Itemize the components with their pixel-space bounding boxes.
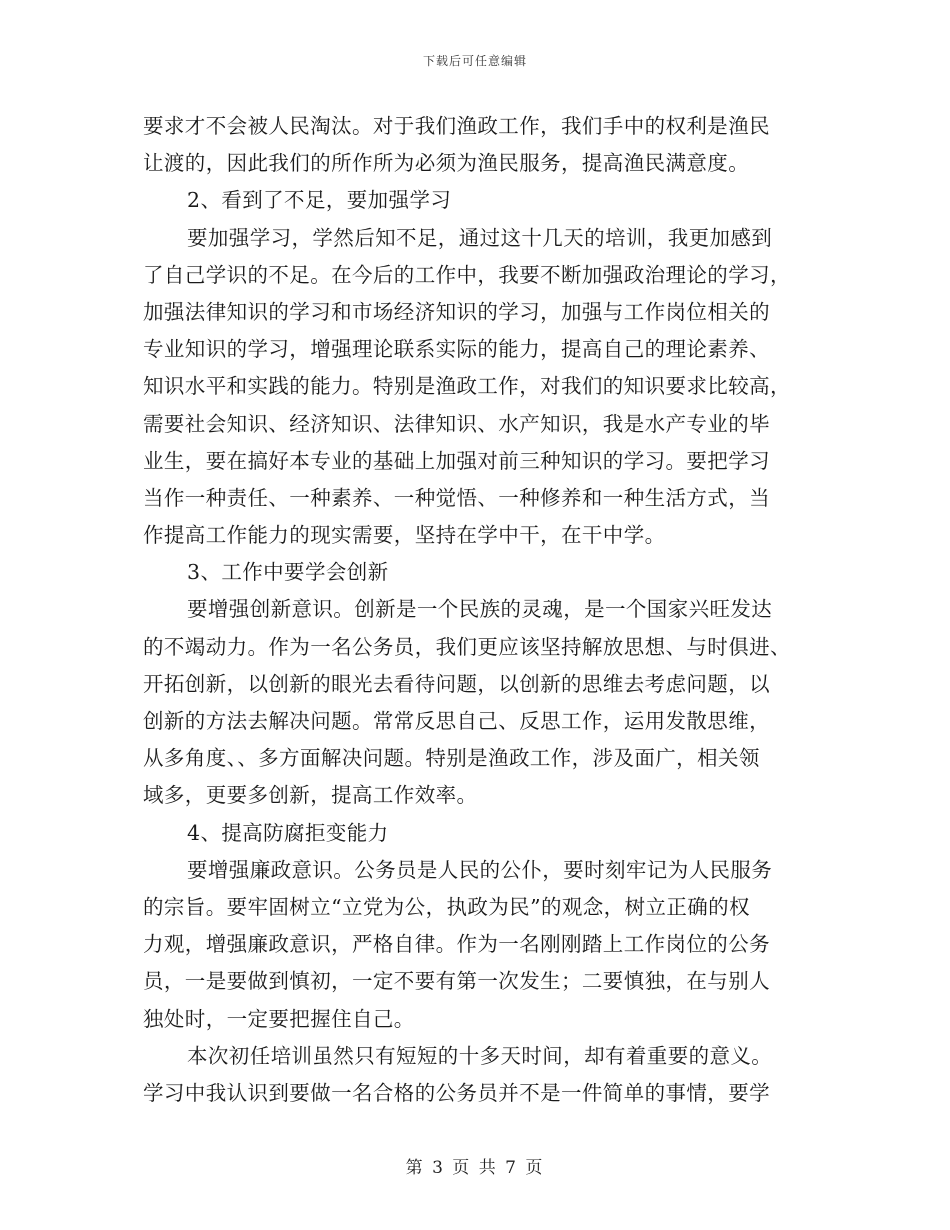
text-line: 知识水平和实践的能力。特别是渔政工作，对我们的知识要求比较高，	[143, 374, 791, 399]
text-line: 了自己学识的不足。在今后的工作中，我要不断加强政治理论的学习，	[143, 262, 791, 287]
text-line: 域多，更要多创新，提高工作效率。	[143, 783, 478, 808]
text-line: 业生，要在搞好本专业的基础上加强对前三种知识的学习。要把学习	[143, 448, 770, 473]
text-line: 专业知识的学习，增强理论联系实际的能力，提高自己的理论素养、	[143, 337, 770, 362]
text-line: 独处时，一定要把握住自己。	[143, 1006, 415, 1031]
section-heading: 3、工作中要学会创新	[187, 560, 389, 585]
text-line: 要求才不会被人民淘汰。对于我们渔政工作，我们手中的权利是渔民	[143, 114, 770, 138]
text-line: 要增强创新意识。创新是一个民族的灵魂，是一个国家兴旺发达	[187, 597, 773, 622]
document-body	[143, 108, 813, 1112]
page-header: 下载后可任意编辑	[422, 54, 527, 68]
section-heading: 4、提高防腐拒变能力	[187, 820, 389, 845]
text-line: 需要社会知识、经济知识、法律知识、水产知识，我是水产专业的毕	[143, 411, 770, 436]
text-line: 创新的方法去解决问题。常常反思自己、反思工作，运用发散思维，	[143, 709, 770, 733]
text-line: 的不竭动力。作为一名公务员，我们更应该坚持解放思想、与时俱进、	[143, 634, 791, 659]
text-line: 要加强学习，学然后知不足，通过这十几天的培训，我更加感到	[187, 225, 773, 250]
text-line: 从多角度、、多方面解决问题。特别是渔政工作，涉及面广，相关领	[143, 746, 760, 771]
text-line: 本次初任培训虽然只有短短的十多天时间，却有着重要的意义。	[187, 1043, 773, 1068]
text-line: 学习中我认识到要做一名合格的公务员并不是一件简单的事情，要学	[143, 1080, 770, 1105]
section-heading: 2、看到了不足，要加强学习	[187, 188, 452, 213]
page-number-footer: 第 3 页 共 7 页	[405, 1158, 545, 1178]
text-line: 当作一种责任、一种素养、一种觉悟、一种修养和一种生活方式，当	[143, 485, 770, 510]
text-line: 的宗旨。要牢固树立“立党为公，执政为民”的观念，树立正确的权	[143, 894, 750, 919]
text-line: 加强法律知识的学习和市场经济知识的学习，加强与工作岗位相关的	[143, 299, 770, 324]
text-line: 力观，增强廉政意识，严格自律。作为一名刚刚踏上工作岗位的公务	[143, 932, 770, 957]
text-line: 要增强廉政意识。公务员是人民的公仆，要时刻牢记为人民服务	[187, 857, 773, 882]
text-line: 员，一是要做到慎初，一定不要有第一次发生；二要慎独，在与别人	[143, 969, 770, 994]
text-line: 开拓创新，以创新的眼光去看待问题，以创新的思维去考虑问题，以	[143, 671, 770, 696]
text-line: 让渡的，因此我们的所作所为必须为渔民服务，提高渔民满意度。	[143, 151, 750, 176]
text-line: 作提高工作能力的现实需要，坚持在学中干，在干中学。	[143, 523, 666, 548]
